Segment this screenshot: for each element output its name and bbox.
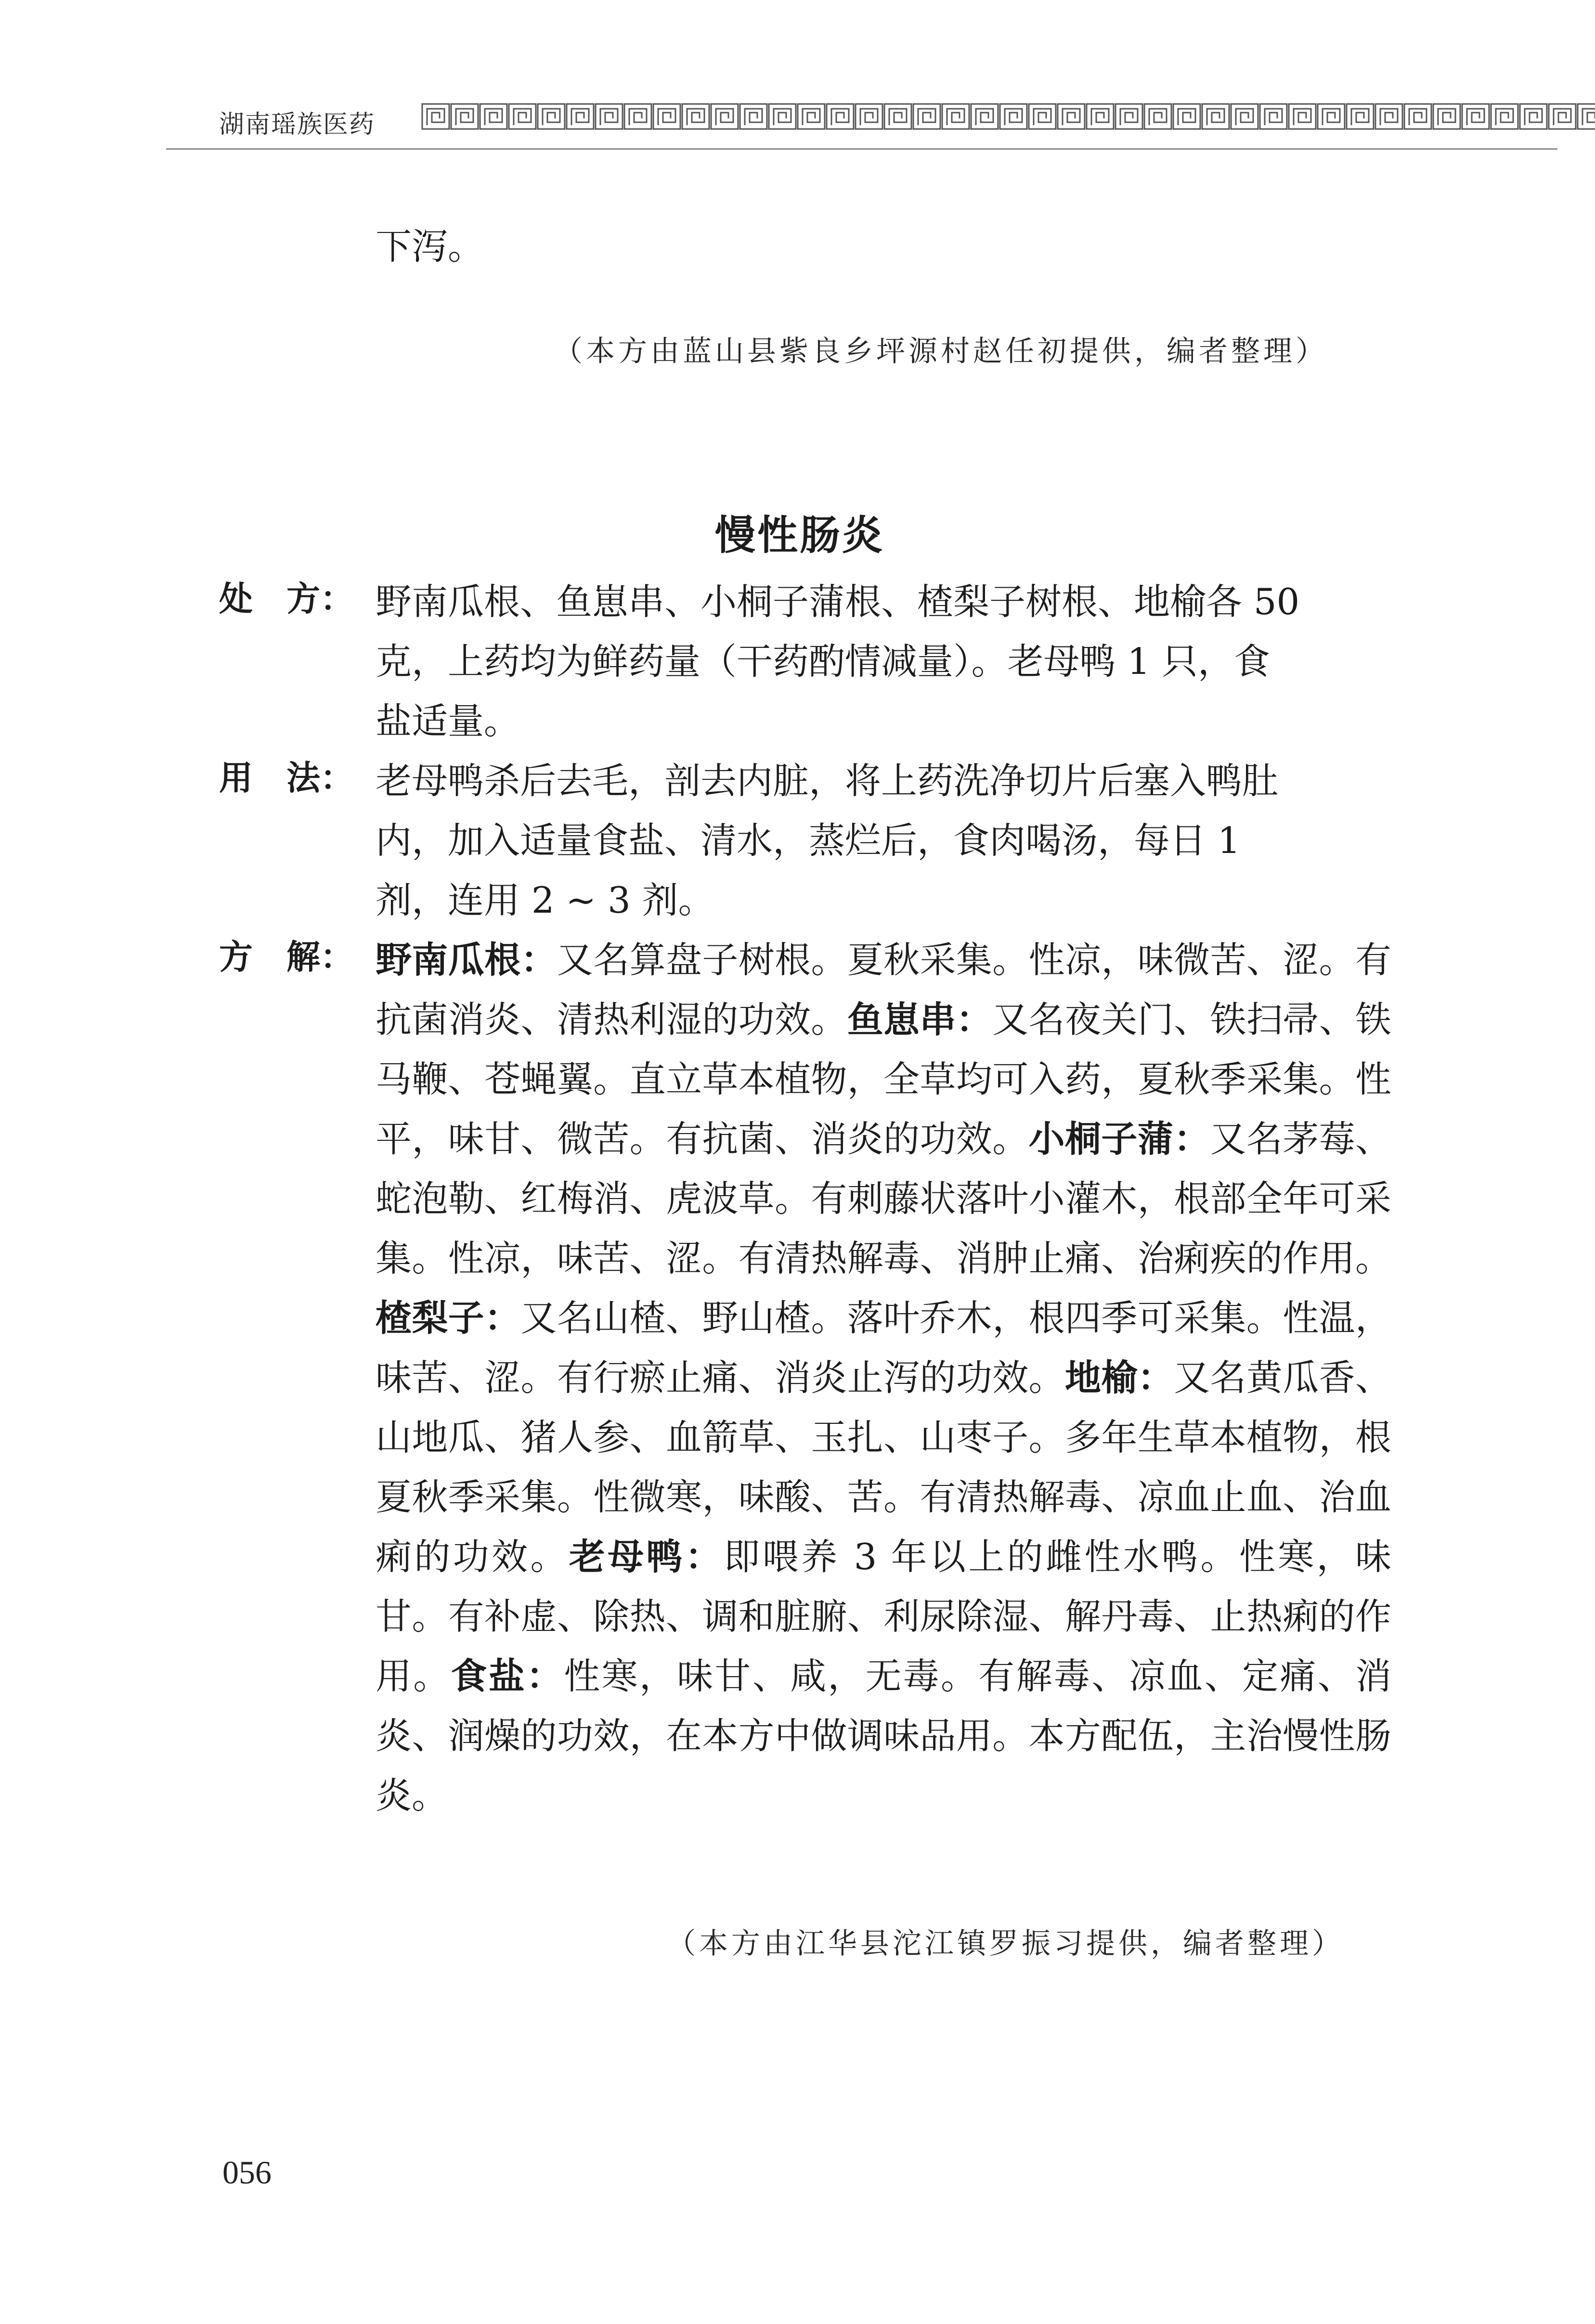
section-title: 慢性肠炎 [715,512,885,559]
prescription-line: 盐适量。 [376,700,520,742]
usage-line: 老母鸭杀后去毛，剖去内脏，将上药洗净切片后塞入鸭肚 [376,760,1279,802]
book-title: 湖南瑶族医药 [219,110,376,139]
herb-term: 地榆： [1065,1356,1174,1399]
herb-description: 又名黄瓜香、山地瓜、猪人参、血箭草、玉扎、山枣子。多年生草本植物，根夏秋季采集。性微寒，味酸、苦。有清热解毒、凉血止血、治血痢的功效。 [376,1356,1391,1578]
herb-description: 又名茅莓、蛇泡勒、红梅消、虎波草。有刺藤状落叶小灌木，根部全年可采集。性凉，味苦、涩。有清热解毒、消肿止痛、治痢疾的作用。 [376,1118,1391,1279]
usage-line: 剂，连用 2 ~ 3 剂。 [376,879,714,921]
explanation-body [376,930,1391,1825]
continued-text: 下泻。 [376,225,484,268]
herb-description: 又名算盘子树根。夏秋采集。性凉，味微苦、涩。有抗菌消炎、清热利湿的功效。 [376,939,1391,1041]
herb-term: 野南瓜根： [376,939,557,981]
herb-term: 鱼崽串： [847,998,993,1041]
herb-term: 小桐子蒲： [1028,1118,1210,1160]
herb-term: 老母鸭： [569,1536,724,1578]
herb-term: 食盐： [451,1655,564,1697]
herb-description: 又名夜关门、铁扫帚、铁马鞭、苍蝇翼。直立草本植物，全草均可入药，夏秋季采集。性平，味甘、微苦。有抗菌、消炎的功效。 [376,998,1391,1160]
header-rule [166,148,1557,150]
herb-description: 即喂养 3 年以上的雌性水鸭。性寒，味甘。有补虚、除热、调和脏腑、利尿除湿、解丹毒、止热痢的作用。 [376,1536,1391,1697]
herb-description: 性寒，味甘、咸，无毒。有解毒、凉血、定痛、消炎、润燥的功效，在本方中做调味品用。本方配伍，主治慢性肠炎。 [376,1655,1391,1817]
usage-line: 内，加入适量食盐、清水，蒸烂后，食肉喝汤，每日 1 [376,819,1241,862]
running-header [219,95,1557,143]
explanation-label: 方 解： [219,937,354,977]
prescription-line: 克，上药均为鲜药量（干药酌情减量）。老母鸭 1 只，食 [376,640,1270,683]
herb-term: 楂梨子： [376,1297,521,1339]
source-note: （本方由江华县沱江镇罗振习提供，编者整理） [667,1927,1344,1961]
usage-label: 用 法： [219,758,354,798]
prescription-line: 野南瓜根、鱼崽串、小桐子蒲根、楂梨子树根、地榆各 50 [376,581,1300,623]
herb-description: 又名山楂、野山楂。落叶乔木，根四季可采集。性温，味苦、涩。有行瘀止痛、消炎止泻的功效。 [376,1297,1391,1399]
prescription-label: 处 方： [219,579,354,619]
source-note-previous: （本方由蓝山县紫良乡坪源村赵任初提供，编者整理） [554,335,1328,368]
decorative-border-pattern [421,102,1595,131]
page-number: 056 [222,2154,272,2191]
